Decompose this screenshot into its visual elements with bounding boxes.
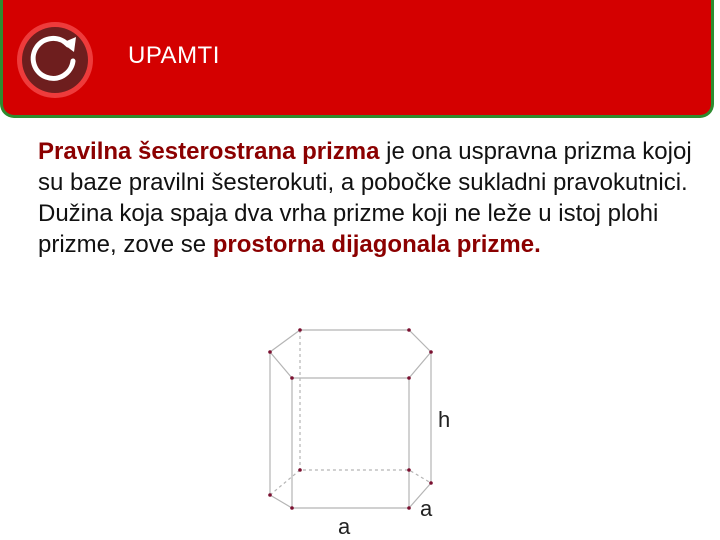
definition-text [38,136,698,260]
refresh-icon [16,21,94,99]
term-space-diagonal: prostorna dijagonala prizme. [212,231,541,258]
label-base-edge-bottom: a [338,514,351,539]
prism-definition-text: je ona uspravna prizma kojoj su baze pravilni šesterokuti, a pobočke sukladni pravokutnici. [38,138,692,196]
space-diagonal-definition-text: Dužina koja spaja dva vrha prizme koji ne leže u istoj plohi prizme, zove se [38,200,659,258]
term-regular-hexagonal-prism: Pravilna šesterostrana prizma [38,138,380,165]
paragraph-prism-definition [38,136,698,198]
banner-title: UPAMTI [128,42,220,69]
hexagonal-prism-diagram [260,320,480,540]
label-height: h [438,407,451,432]
label-base-edge-right: a [420,496,433,521]
header-banner [0,0,714,118]
paragraph-space-diagonal [38,198,698,260]
